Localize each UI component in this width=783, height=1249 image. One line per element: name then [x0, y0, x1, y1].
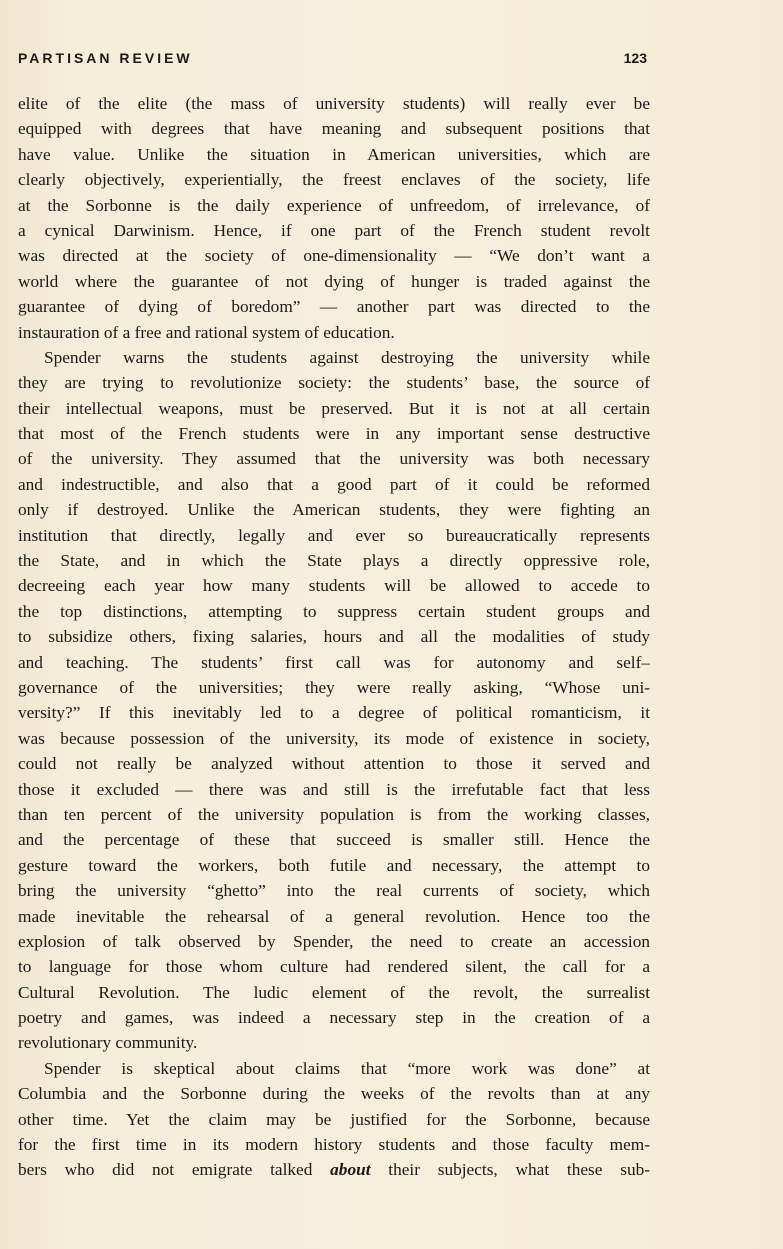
- text-line: decreeing each year how many students will be allowed to accede to: [18, 576, 650, 596]
- text-line: the top distinctions, attempting to suppress certain student groups and: [18, 601, 650, 621]
- text-line: bring the university “ghetto” into the real currents of society, which: [18, 881, 650, 901]
- text-line: they are trying to revolutionize society: the students’ base, the source of: [18, 373, 650, 393]
- text-line: equipped with degrees that have meaning and subsequent positions that: [18, 119, 650, 139]
- text-line: poetry and games, was indeed a necessary step in the creation of a: [18, 1008, 650, 1028]
- text-line: for the first time in its modern history students and those faculty mem-: [18, 1135, 650, 1155]
- text-line: clearly objectively, experientially, the freest enclaves of the society, life: [18, 170, 650, 190]
- final-line-end: their subjects, what these sub-: [370, 1160, 650, 1180]
- text-line: gesture toward the workers, both futile and necessary, the attempt to: [18, 855, 650, 875]
- text-line: of the university. They assumed that the university was both necessary: [18, 449, 650, 469]
- text-line: to subsidize others, fixing salaries, hours and all the modalities of study: [18, 627, 650, 647]
- text-line: their intellectual weapons, must be preserved. But it is not at all certain: [18, 398, 650, 418]
- running-head: [18, 50, 647, 70]
- text-line: was directed at the society of one-dimensionality — “We don’t want a: [18, 246, 650, 266]
- text-line: and the percentage of these that succeed is smaller still. Hence the: [18, 830, 650, 850]
- text-line: instauration of a free and rational system of education.: [18, 322, 395, 342]
- text-line: elite of the elite (the mass of university students) will really ever be: [18, 94, 650, 113]
- text-line: than ten percent of the university population is from the working classes,: [18, 804, 650, 824]
- text-line: those it excluded — there was and still is the irrefutable fact that less: [18, 779, 650, 799]
- text-line: institution that directly, legally and ever so bureaucratically represents: [18, 525, 650, 545]
- text-line: the State, and in which the State plays a directly oppressive role,: [18, 551, 650, 571]
- text-line: versity?” If this inevitably led to a degree of political romanticism, it: [18, 703, 650, 723]
- text-line: explosion of talk observed by Spender, the need to create an accession: [18, 931, 650, 951]
- text-line: guarantee of dying of boredom” — another part was directed to the: [18, 297, 650, 317]
- text-line: Spender warns the students against destroying the university while: [44, 347, 650, 367]
- text-line: revolutionary community.: [18, 1033, 198, 1053]
- text-line: at the Sorbonne is the daily experience of unfreedom, of irrelevance, of: [18, 195, 650, 215]
- emphasized-word: about: [330, 1160, 371, 1180]
- body-text: [18, 91, 650, 1183]
- journal-title: PARTISAN REVIEW: [18, 50, 193, 66]
- text-line: Columbia and the Sorbonne during the weeks of the revolts than at any: [18, 1084, 650, 1104]
- page-number: 123: [623, 50, 647, 66]
- final-line-start: bers who did not emigrate talked: [18, 1160, 331, 1180]
- text-line: and indestructible, and also that a good part of it could be reformed: [18, 474, 650, 494]
- text-line: made inevitable the rehearsal of a general revolution. Hence too the: [18, 906, 650, 926]
- text-line: to language for those whom culture had rendered silent, the call for a: [18, 957, 650, 977]
- text-line: Cultural Revolution. The ludic element of the revolt, the surrealist: [18, 982, 650, 1002]
- text-line: could not really be analyzed without attention to those it served and: [18, 754, 650, 774]
- text-line: governance of the universities; they were really asking, “Whose uni-: [18, 677, 650, 697]
- text-line: only if destroyed. Unlike the American students, they were fighting an: [18, 500, 650, 520]
- text-line: other time. Yet the claim may be justified for the Sorbonne, because: [18, 1109, 650, 1129]
- text-line: a cynical Darwinism. Hence, if one part of the French student revolt: [18, 220, 650, 240]
- text-line-final: [18, 1157, 650, 1182]
- text-line: have value. Unlike the situation in American universities, which are: [18, 144, 650, 164]
- text-line: Spender is skeptical about claims that “more work was done” at: [44, 1058, 650, 1078]
- text-line: world where the guarantee of not dying of hunger is traded against the: [18, 271, 650, 291]
- text-line: was because possession of the university, its mode of existence in society,: [18, 728, 650, 748]
- text-line: and teaching. The students’ first call was for autonomy and self–: [18, 652, 650, 672]
- text-line: that most of the French students were in any important sense destructive: [18, 424, 650, 444]
